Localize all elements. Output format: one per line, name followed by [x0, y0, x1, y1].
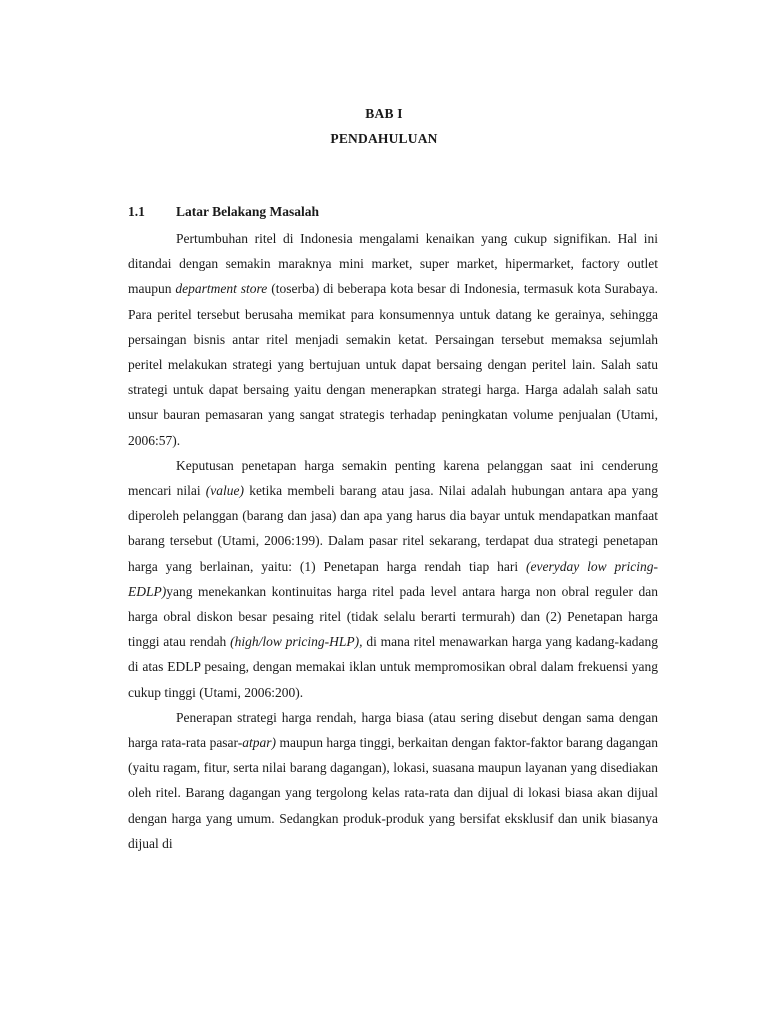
section-number: 1.1 — [128, 204, 145, 219]
text-run: ketika membeli barang atau jasa. Nilai adalah hubungan antara apa yang diperoleh pelanggan (barang dan jasa) dan apa yang harus dia bayar untuk mendapatkan manfaat barang tersebut (Utami, 2006:199). Dalam pasar ritel sekarang, terdapat dua strategi penetapan harga yang berlainan, yaitu: (1) Penetapan harga rendah tiap hari — [128, 483, 658, 574]
italic-term: atpar) — [242, 735, 277, 751]
paragraph-2 — [128, 453, 658, 705]
text-run: (toserba) di beberapa kota besar di Indonesia, termasuk kota Surabaya. Para peritel tersebut berusaha memikat para konsumennya untuk datang ke gerainya, sehingga persaingan bisnis antar ritel menjadi semakin ketat. Persaingan tersebut memaksa sejumlah peritel melakukan strategi yang bertujuan untuk dapat bersaing dengan peritel lain. Salah satu strategi untuk dapat bersaing yaitu dengan menerapkan strategi harga. Harga adalah salah satu unsur bauran pemasaran yang sangat strategis terhadap peningkatan volume penjualan (Utami, 2006:57). — [128, 281, 658, 448]
text-run: maupun harga tinggi, berkaitan dengan faktor-faktor barang dagangan (yaitu ragam, fitur, serta nilai barang dagangan), lokasi, suasana maupun layanan yang disediakan oleh ritel. Barang dagangan yang tergolong kelas rata-rata dan dijual di lokasi biasa akan dijual dengan harga yang umum. Sedangkan produk-produk yang bersifat eksklusif dan unik biasanya dijual di — [128, 735, 658, 851]
text-run: yang menekankan kontinuitas harga ritel pada level antara harga non obral reguler dan harga obral diskon besar pesaing ritel (tidak selalu berarti termurah) dan (2) Penetapan harga tinggi atau rendah — [128, 583, 658, 650]
italic-term: (high/low pricing-HLP), — [230, 634, 363, 650]
italic-term: (value) — [205, 483, 245, 499]
chapter-title: PENDAHULUAN — [330, 131, 438, 146]
text-run: Penerapan strategi harga rendah, harga biasa (atau sering disebut dengan sama dengan harga rata-rata pasar- — [128, 709, 658, 751]
section-title: Latar Belakang Masalah — [176, 204, 320, 219]
text-run: di mana ritel menawarkan harga yang kadang-kadang di atas EDLP pesaing, dengan memakai iklan untuk mempromosikan obral dalam frekuensi yang cukup tinggi (Utami, 2006:200). — [128, 634, 658, 700]
italic-term: (everyday low pricing-EDLP) — [128, 558, 658, 599]
chapter-heading: BAB I — [365, 106, 403, 121]
body-text — [128, 226, 658, 856]
text-run: Keputusan penetapan harga semakin penting karena pelanggan saat ini cenderung mencari nilai — [128, 457, 658, 499]
paragraph-1 — [128, 226, 658, 453]
italic-term: department store — [175, 281, 268, 297]
paragraph-3 — [128, 705, 658, 856]
text-run: Pertumbuhan ritel di Indonesia mengalami kenaikan yang cukup signifikan. Hal ini ditandai dengan semakin maraknya mini market, super market, hipermarket, factory outlet maupun — [128, 231, 658, 297]
